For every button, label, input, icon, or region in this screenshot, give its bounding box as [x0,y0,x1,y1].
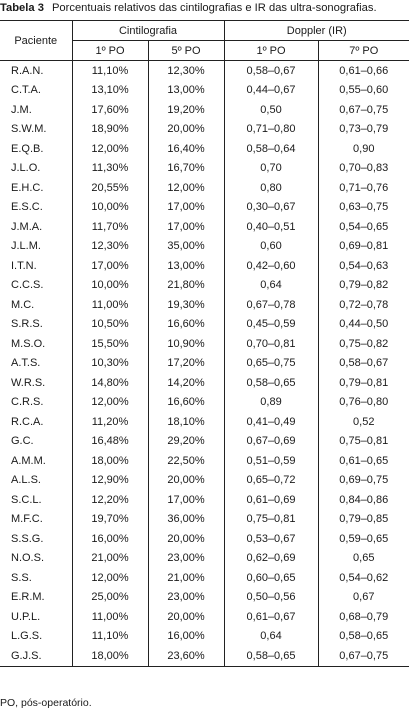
cell-cint-5po: 19,20% [148,100,224,120]
cell-doppler-7po: 0,59–0,65 [318,529,409,549]
table-row [0,568,409,588]
cell-cint-1po: 17,60% [72,100,148,120]
header-doppler: Doppler (IR) [224,21,409,41]
cell-patient: E.S.C. [11,201,43,214]
header-doppler-1po: 1º PO [224,41,318,61]
cell-cint-1po: 18,00% [72,451,148,471]
table-row [0,120,409,140]
cell-cint-1po: 11,00% [72,607,148,627]
cell-cint-1po: 12,00% [72,139,148,159]
cell-doppler-7po: 0,52 [318,412,409,432]
cell-doppler-1po: 0,60 [224,237,318,257]
cell-patient: S.C.L. [11,493,42,506]
cell-cint-1po: 11,10% [72,627,148,647]
cell-patient: R.A.N. [11,64,44,77]
cell-cint-5po: 20,00% [148,120,224,140]
table-row [0,198,409,218]
cell-cint-5po: 17,00% [148,217,224,237]
table-caption [0,0,409,20]
table-title: Porcentuais relativos das cintilografias e IR das ultra-sonografias. [51,2,377,14]
cell-doppler-1po: 0,44–0,67 [224,81,318,101]
cell-cint-5po: 21,00% [148,568,224,588]
cell-cint-1po: 18,90% [72,120,148,140]
results-table [0,20,409,667]
table-row [0,81,409,101]
cell-cint-5po: 13,00% [148,256,224,276]
cell-doppler-1po: 0,58–0,64 [224,139,318,159]
table-row [0,373,409,393]
table-row [0,588,409,608]
cell-doppler-1po: 0,42–0,60 [224,256,318,276]
cell-patient: C.C.S. [11,279,44,292]
table-row [0,607,409,627]
cell-doppler-7po: 0,67–0,75 [318,100,409,120]
cell-cint-5po: 35,00% [148,237,224,257]
cell-doppler-7po: 0,44–0,50 [318,315,409,335]
cell-doppler-1po: 0,64 [224,276,318,296]
cell-patient: E.H.C. [11,181,44,194]
cell-cint-1po: 14,80% [72,373,148,393]
cell-doppler-7po: 0,72–0,78 [318,295,409,315]
cell-cint-5po: 23,60% [148,646,224,666]
header-doppler-7po: 7º PO [318,41,409,61]
cell-patient: C.R.S. [11,396,44,409]
cell-patient: G.J.S. [0,646,72,666]
cell-cint-5po: 17,20% [148,354,224,374]
cell-doppler-1po: 0,51–0,59 [224,451,318,471]
cell-cint-1po: 20,55% [72,178,148,198]
cell-doppler-1po: 0,50–0,56 [224,588,318,608]
cell-patient: L.G.S. [11,630,43,643]
cell-patient: E.Q.B. [11,142,44,155]
cell-patient: C.T.A. [11,84,41,97]
cell-doppler-1po: 0,30–0,67 [224,198,318,218]
cell-doppler-1po: 0,65–0,75 [224,354,318,374]
cell-cint-5po: 23,00% [148,549,224,569]
table-body [0,61,409,667]
cell-patient: E.R.M. [11,591,45,604]
cell-patient: S.S.G. [11,532,44,545]
cell-doppler-7po: 0,58–0,65 [318,627,409,647]
cell-cint-1po: 11,20% [72,412,148,432]
cell-cint-5po: 16,40% [148,139,224,159]
cell-doppler-1po: 0,41–0,49 [224,412,318,432]
cell-cint-1po: 19,70% [72,510,148,530]
cell-cint-5po: 18,10% [148,412,224,432]
table-row [0,295,409,315]
header-cintilografia: Cintilografia [72,21,224,41]
table-row [0,315,409,335]
cell-doppler-1po: 0,58–0,67 [224,61,318,81]
cell-cint-5po: 17,00% [148,490,224,510]
cell-patient: A.L.S. [11,474,41,487]
cell-doppler-7po: 0,79–0,85 [318,510,409,530]
cell-cint-5po: 29,20% [148,432,224,452]
cell-cint-1po: 17,00% [72,256,148,276]
cell-patient: U.P.L. [11,610,41,623]
cell-patient: M.C. [11,298,35,311]
cell-patient: G.C. [11,435,34,448]
cell-doppler-1po: 0,60–0,65 [224,568,318,588]
cell-doppler-1po: 0,58–0,65 [224,373,318,393]
cell-cint-1po: 11,70% [72,217,148,237]
table-row [0,510,409,530]
header-patient: Paciente [0,21,72,61]
cell-cint-5po: 19,30% [148,295,224,315]
cell-patient: A.T.S. [11,357,41,370]
table-label: Tabela 3 [0,2,44,14]
cell-patient: S.R.S. [11,318,43,331]
cell-doppler-7po: 0,54–0,63 [318,256,409,276]
cell-doppler-7po: 0,90 [318,139,409,159]
cell-doppler-1po: 0,40–0,51 [224,217,318,237]
cell-cint-1po: 12,20% [72,490,148,510]
cell-cint-1po: 11,10% [72,61,148,81]
cell-doppler-7po: 0,71–0,76 [318,178,409,198]
cell-cint-1po: 16,00% [72,529,148,549]
cell-doppler-1po: 0,45–0,59 [224,315,318,335]
cell-cint-1po: 12,90% [72,471,148,491]
table-row [0,451,409,471]
cell-patient: A.M.M. [11,454,46,467]
table-row [0,529,409,549]
cell-doppler-7po: 0,61–0,65 [318,451,409,471]
cell-cint-5po: 20,00% [148,529,224,549]
cell-doppler-7po: 0,61–0,66 [318,61,409,81]
cell-doppler-1po: 0,75–0,81 [224,510,318,530]
cell-cint-1po: 11,30% [72,159,148,179]
cell-doppler-1po: 0,89 [224,393,318,413]
table-row [0,432,409,452]
table-footnote: PO, pós-operatório. [0,697,92,709]
cell-doppler-7po: 0,69–0,75 [318,471,409,491]
cell-doppler-1po: 0,71–0,80 [224,120,318,140]
cell-doppler-7po: 0,79–0,82 [318,276,409,296]
cell-doppler-7po: 0,69–0,81 [318,237,409,257]
cell-doppler-7po: 0,67 [318,588,409,608]
cell-doppler-7po: 0,54–0,62 [318,568,409,588]
cell-doppler-1po: 0,62–0,69 [224,549,318,569]
table-row [0,627,409,647]
cell-doppler-7po: 0,58–0,67 [318,354,409,374]
cell-patient: J.M. [11,103,32,116]
cell-cint-1po: 12,30% [72,237,148,257]
table-header [0,21,409,61]
header-cint-1po: 1º PO [72,41,148,61]
cell-patient: S.S. [11,571,32,584]
cell-doppler-7po: 0,76–0,80 [318,393,409,413]
cell-patient: W.R.S. [11,376,46,389]
cell-doppler-1po: 0,58–0,65 [224,646,318,666]
cell-cint-1po: 13,10% [72,81,148,101]
cell-cint-5po: 16,70% [148,159,224,179]
cell-cint-5po: 16,00% [148,627,224,647]
cell-cint-5po: 16,60% [148,393,224,413]
cell-cint-5po: 22,50% [148,451,224,471]
cell-patient: N.O.S. [11,552,45,565]
cell-cint-5po: 20,00% [148,607,224,627]
cell-patient: J.L.M. [11,240,41,253]
cell-doppler-1po: 0,70 [224,159,318,179]
table-row [0,334,409,354]
table-row [0,159,409,179]
cell-doppler-1po: 0,67–0,78 [224,295,318,315]
table-row [0,237,409,257]
cell-cint-1po: 12,00% [72,568,148,588]
cell-cint-1po: 21,00% [72,549,148,569]
cell-cint-1po: 18,00% [72,646,148,666]
cell-doppler-1po: 0,61–0,69 [224,490,318,510]
cell-doppler-7po: 0,68–0,79 [318,607,409,627]
table-row [0,471,409,491]
cell-cint-1po: 25,00% [72,588,148,608]
table-row [0,100,409,120]
cell-doppler-7po: 0,65 [318,549,409,569]
cell-doppler-7po: 0,54–0,65 [318,217,409,237]
cell-cint-1po: 10,00% [72,276,148,296]
cell-cint-5po: 20,00% [148,471,224,491]
cell-patient: I.T.N. [11,259,37,272]
cell-cint-5po: 23,00% [148,588,224,608]
cell-doppler-1po: 0,50 [224,100,318,120]
cell-doppler-1po: 0,80 [224,178,318,198]
cell-doppler-1po: 0,61–0,67 [224,607,318,627]
cell-cint-5po: 17,00% [148,198,224,218]
cell-patient: R.C.A. [11,415,44,428]
cell-cint-5po: 12,00% [148,178,224,198]
cell-doppler-7po: 0,73–0,79 [318,120,409,140]
cell-doppler-7po: 0,75–0,82 [318,334,409,354]
table-row [0,61,409,81]
table-row [0,354,409,374]
cell-doppler-7po: 0,84–0,86 [318,490,409,510]
table-row [0,412,409,432]
cell-doppler-7po: 0,75–0,81 [318,432,409,452]
cell-cint-1po: 10,30% [72,354,148,374]
table-row [0,256,409,276]
table-row [0,178,409,198]
cell-cint-5po: 14,20% [148,373,224,393]
cell-doppler-7po: 0,79–0,81 [318,373,409,393]
cell-cint-5po: 36,00% [148,510,224,530]
cell-cint-1po: 10,00% [72,198,148,218]
cell-doppler-1po: 0,70–0,81 [224,334,318,354]
table-row [0,217,409,237]
cell-doppler-7po: 0,63–0,75 [318,198,409,218]
cell-cint-1po: 10,50% [72,315,148,335]
table-row [0,490,409,510]
cell-cint-5po: 21,80% [148,276,224,296]
table-row [0,549,409,569]
cell-cint-5po: 13,00% [148,81,224,101]
cell-patient: M.F.C. [11,513,43,526]
cell-patient: S.W.M. [11,123,47,136]
cell-doppler-1po: 0,64 [224,627,318,647]
cell-cint-1po: 12,00% [72,393,148,413]
cell-doppler-7po: 0,55–0,60 [318,81,409,101]
table-row [0,139,409,159]
table-row [0,276,409,296]
table-row [0,393,409,413]
cell-doppler-7po: 0,67–0,75 [318,646,409,666]
cell-doppler-1po: 0,65–0,72 [224,471,318,491]
cell-cint-1po: 15,50% [72,334,148,354]
header-cint-5po: 5º PO [148,41,224,61]
cell-patient: M.S.O. [11,337,46,350]
table-row [0,646,409,666]
cell-cint-5po: 10,90% [148,334,224,354]
cell-cint-1po: 16,48% [72,432,148,452]
cell-patient: J.L.O. [11,162,41,175]
cell-doppler-1po: 0,53–0,67 [224,529,318,549]
cell-cint-5po: 16,60% [148,315,224,335]
cell-patient: J.M.A. [11,220,43,233]
cell-cint-1po: 11,00% [72,295,148,315]
cell-doppler-7po: 0,70–0,83 [318,159,409,179]
cell-doppler-1po: 0,67–0,69 [224,432,318,452]
cell-cint-5po: 12,30% [148,61,224,81]
